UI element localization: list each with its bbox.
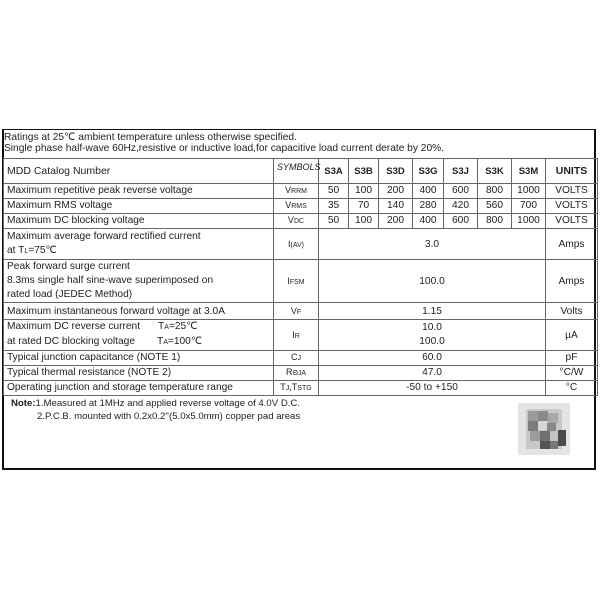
row-value: 280	[413, 199, 444, 214]
condition-rest: =25℃	[168, 321, 198, 332]
intro-line-2: Single phase half-wave 60Hz,resistive or inductive load,for capacitive load current derate by 20%.	[4, 143, 444, 154]
row-symbol	[274, 381, 319, 396]
row-value: 700	[512, 199, 546, 214]
header-part: S3A	[319, 159, 349, 184]
notes	[11, 397, 300, 423]
label-text: at rated DC blocking voltage	[7, 336, 135, 347]
row-value: 600	[444, 214, 478, 229]
row-value: 420	[444, 199, 478, 214]
row-value: 100	[349, 184, 379, 199]
symbol-main: I	[292, 330, 295, 340]
row-value	[319, 320, 546, 351]
row-value: 600	[444, 184, 478, 199]
label-text: Maximum DC reverse current	[7, 321, 141, 332]
row-unit: pF	[546, 351, 598, 366]
header-units: UNITS	[546, 159, 598, 184]
table-row	[4, 214, 598, 229]
row-label	[4, 260, 274, 303]
note-prefix: Note:	[11, 398, 36, 409]
row-unit: Amps	[546, 260, 598, 303]
label-sub: L	[24, 247, 29, 255]
symbol-sub: ΘJA	[292, 370, 307, 377]
table-row	[4, 351, 598, 366]
table-row	[4, 366, 598, 381]
row-label-line	[7, 320, 270, 335]
row-label: Typical junction capacitance (NOTE 1)	[4, 351, 274, 366]
table-header-row	[4, 159, 598, 184]
symbol-sub: R	[294, 333, 300, 340]
symbol-sub: FSM	[289, 279, 305, 286]
label-text: at T	[7, 244, 25, 256]
row-unit: Volts	[546, 303, 598, 320]
row-value: 800	[478, 214, 512, 229]
condition	[158, 320, 198, 335]
row-unit: VOLTS	[546, 199, 598, 214]
condition-sub: A	[164, 324, 169, 331]
header-part: S3J	[444, 159, 478, 184]
table-row	[4, 381, 598, 396]
row-unit: °C/W	[546, 366, 598, 381]
note-1	[11, 397, 300, 410]
row-value: 140	[379, 199, 413, 214]
table-row	[4, 303, 598, 320]
row-unit: Amps	[546, 229, 598, 260]
intro-line-1: Ratings at 25℃ ambient temperature unless otherwise specified.	[4, 132, 297, 143]
table-row	[4, 320, 598, 351]
table-row	[4, 199, 598, 214]
row-value: 1000	[512, 184, 546, 199]
header-part: S3K	[478, 159, 512, 184]
condition-main: T	[158, 321, 165, 332]
row-value: 3.0	[319, 229, 546, 260]
row-symbol	[274, 320, 319, 351]
condition	[157, 335, 202, 350]
row-label-line: Peak forward surge current	[7, 261, 130, 272]
symbol-main: R	[285, 367, 293, 377]
symbol-main: I	[287, 276, 290, 286]
row-symbol	[274, 184, 319, 199]
symbol-main: T	[280, 382, 286, 392]
table-row	[4, 229, 598, 260]
symbol-main: V	[285, 185, 292, 195]
label-text: =75℃	[28, 244, 58, 256]
row-value: 400	[413, 214, 444, 229]
row-symbol	[274, 229, 319, 260]
qr-code-image	[518, 403, 570, 455]
symbol-sub: STG	[297, 385, 312, 392]
row-label	[4, 229, 274, 260]
row-label: Maximum instantaneous forward voltage at 3.0A	[4, 303, 274, 320]
row-unit: VOLTS	[546, 214, 598, 229]
row-value: 50	[319, 184, 349, 199]
symbol-main: C	[291, 352, 298, 362]
row-value: 200	[379, 184, 413, 199]
row-symbol	[274, 214, 319, 229]
row-symbol	[274, 366, 319, 381]
row-label: Operating junction and storage temperature range	[4, 381, 274, 396]
row-value: 47.0	[319, 366, 546, 381]
row-label-line	[7, 244, 270, 259]
ratings-table	[3, 158, 598, 396]
row-value: 200	[379, 214, 413, 229]
symbol-main: I	[288, 239, 291, 249]
row-value: 60.0	[319, 351, 546, 366]
row-symbol	[274, 199, 319, 214]
row-symbol	[274, 303, 319, 320]
condition-rest: =100℃	[167, 336, 203, 347]
condition-sub: A	[163, 339, 168, 346]
note-1-text: 1.Measured at 1MHz and applied reverse voltage of 4.0V D.C.	[35, 398, 301, 409]
header-part: S3M	[512, 159, 546, 184]
symbol-sub: (AV)	[290, 242, 304, 249]
symbol-sub: RMS	[291, 203, 307, 210]
row-label: Maximum RMS voltage	[4, 199, 274, 214]
header-part: S3B	[349, 159, 379, 184]
row-symbol	[274, 260, 319, 303]
header-symbols: SYMBOLS	[274, 159, 319, 184]
note-2: 2.P.C.B. mounted with 0.2x0.2''(5.0x5.0mm) copper pad areas	[37, 411, 301, 422]
row-value: 400	[413, 184, 444, 199]
symbol-main: ,T	[289, 382, 298, 392]
symbol-sub: J	[285, 385, 290, 392]
ratings-intro	[4, 132, 444, 154]
row-unit: µA	[546, 320, 598, 351]
row-label: Typical thermal resistance (NOTE 2)	[4, 366, 274, 381]
row-label-line: Maximum average forward rectified current	[7, 230, 201, 242]
header-part: S3G	[413, 159, 444, 184]
symbol-sub: RRM	[291, 188, 307, 195]
row-label: Maximum DC blocking voltage	[4, 214, 274, 229]
symbol-main: V	[285, 200, 292, 210]
symbol-sub: DC	[293, 218, 305, 225]
row-value: 800	[478, 184, 512, 199]
value-line: 100.0	[419, 336, 445, 347]
header-part: S3D	[379, 159, 413, 184]
row-label: Maximum repetitive peak reverse voltage	[4, 184, 274, 199]
symbol-sub: F	[296, 309, 302, 316]
row-value: -50 to +150	[319, 381, 546, 396]
table-row	[4, 184, 598, 199]
row-value: 70	[349, 199, 379, 214]
row-value: 100.0	[319, 260, 546, 303]
value-line: 10.0	[422, 322, 442, 333]
row-unit: VOLTS	[546, 184, 598, 199]
row-label-line: rated load (JEDEC Method)	[7, 289, 133, 300]
symbol-sub: J	[297, 355, 301, 362]
condition-main: T	[156, 336, 164, 347]
symbol-main: V	[290, 306, 297, 316]
table-row	[4, 260, 598, 303]
row-value: 35	[319, 199, 349, 214]
row-value: 100	[349, 214, 379, 229]
symbol-main: V	[287, 215, 294, 225]
row-value: 50	[319, 214, 349, 229]
row-symbol	[274, 351, 319, 366]
row-unit: °C	[546, 381, 598, 396]
row-value: 1.15	[319, 303, 546, 320]
row-label	[4, 320, 274, 351]
row-value: 1000	[512, 214, 546, 229]
header-catalog-number: MDD Catalog Number	[4, 159, 274, 184]
row-label-line	[7, 335, 270, 350]
row-value: 560	[478, 199, 512, 214]
row-label-line: 8.3ms single half sine-wave superimposed on	[7, 275, 214, 286]
